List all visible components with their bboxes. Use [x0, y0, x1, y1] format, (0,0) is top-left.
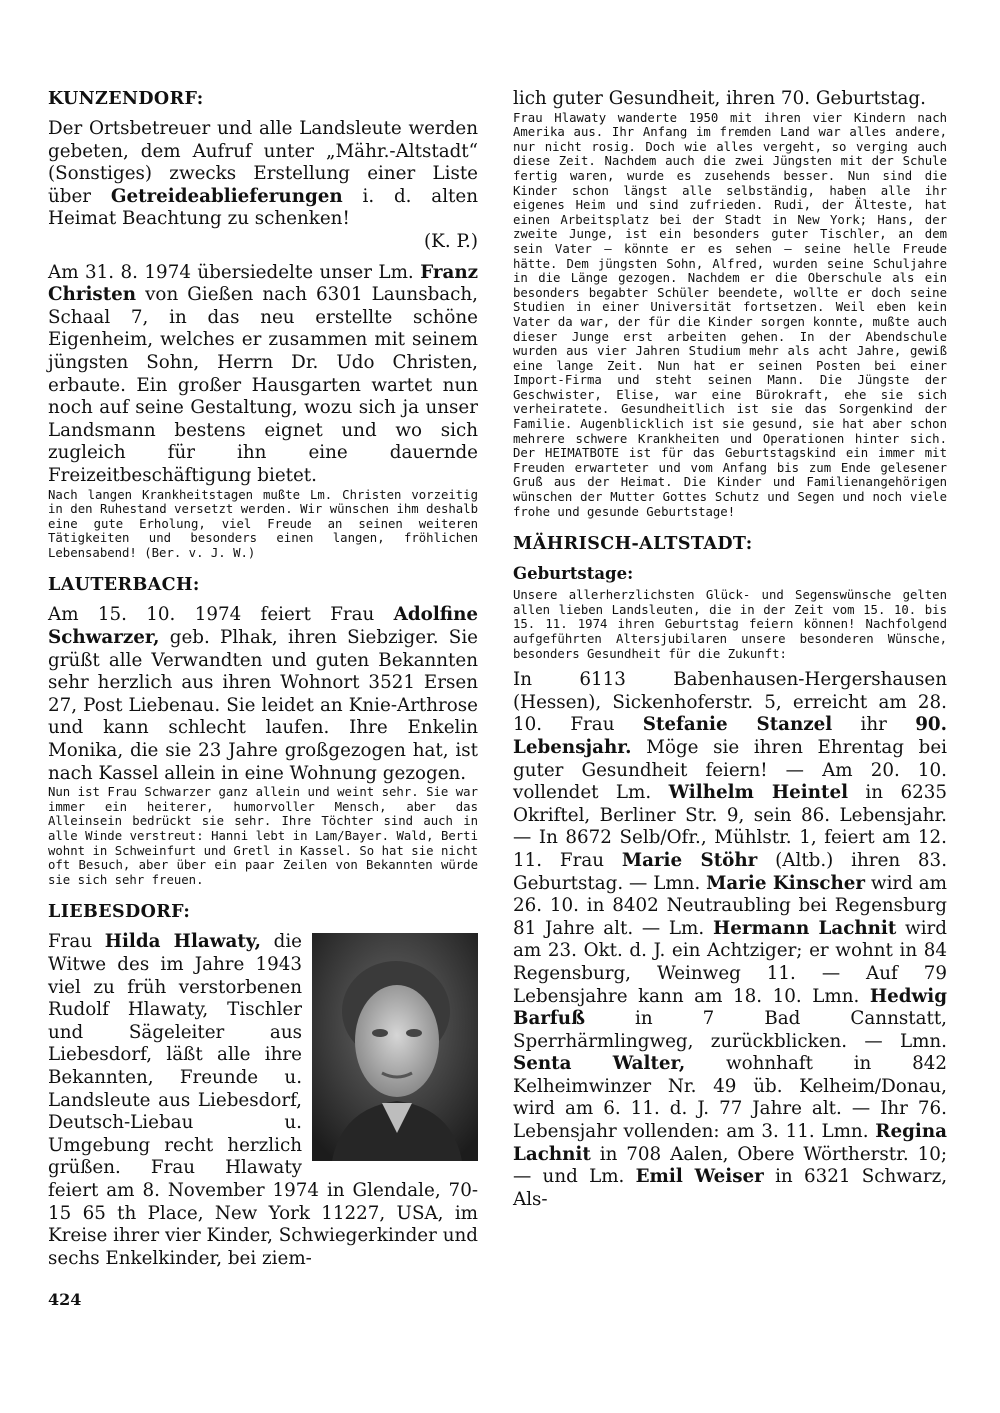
geburtstage-intro: Unsere allerherzlichsten Glück- und Segenswünsche gelten allen lieben Landsleuten, die in der Zeit vom 15. 10. bis 15. 11. 1974 ihren Geburtstag feiern können! Nachfolgend aufgeführten Altersjubilaren unsere besonderen Wünsche, besonders Gesundheit für die Zukunft: [513, 588, 947, 661]
kunzendorf-heading: KUNZENDORF: [48, 89, 204, 109]
lauterbach-paragraph: Am 15. 10. 1974 feiert Frau Adolfine Schwarzer, geb. Plhak, ihren Siebziger. Sie grüßt alle Verwandten und guten Bekannten sehr herzlich aus ihren Wohnort 3521 Ersen 27, Post Liebenau. Sie leidet an Knie-Arthrose und kann schlecht laufen. Ihre Enkelin Monika, die sie 23 Jahre großgezogen hat, ist nach Kassel allein in eine Wohnung gezogen. [48, 604, 478, 784]
hlawaty-small-paragraph: Frau Hlawaty wanderte 1950 mit ihren vier Kindern nach Amerika aus. Ihr Anfang im fremden Land war alles andere, nur nicht rosig. Doch wie alles vergeht, so verging auch diese Zeit. Nachdem auch die zwei Jüngsten mit der Schule fertig waren, wurde es zusehends besser. Nun sind die Kinder schon längst alle selbständig, haben alle ihr eigenes Heim und sind zufrieden. Rudi, der Älteste, hat einen Arbeitsplatz bei der Stadt in New York; Hans, der zweite Junge, ist ein besonders guter Tischler, an dem sein Vater – könnte er es sehen – seine helle Freude hätte. Dem jüngsten Sohn, Alfred, wurden seine Schuljahre in die Länge gezogen. Nachdem er die Oberschule als ein besonders begabter Schüler beendete, wollte er doch seine Studien in einer Universität fortsetzen. Weil eben kein Vater da war, der für die Kinder sorgen konnte, mußte auch dieser Junge erst arbeiten gehen. In der Abendschule wurden aus vier Jahren Studium mehr als acht Jahre, gewiß eine lange Zeit. Nun hat er seinen Posten bei einer Import-Firma und steht seinen Mann. Die Jüngste der Geschwister, Elise, war eine Bürokraft, ehe sie sich verheiratete. Gesundheitlich ist sie das Sorgenkind der Familie. Augenblicklich ist sie gesund, sie hat aber schon mehrere schwere Krankheiten und Operationen hinter sich. Der HEIMATBOTE ist für das Geburtstagskind ein immer mit Freuden erwarteter und vom Anfang bis zum Ende gelesener Gruß aus der Heimat. Die Kinder und Familienangehörigen wünschen der Mutter Gottes Schutz und Segen und noch viele frohe und gesunde Geburtstage! [513, 110, 947, 519]
kunzendorf-christen-paragraph: Am 31. 8. 1974 übersiedelte unser Lm. Franz Christen von Gießen nach 6301 Launsbach, Schaal 7, in das neu erstellte schöne Eigenheim, welches er zusammen mit seinem jüngsten Sohn, Herrn Dr. Udo Christen, erbaute. Ein großer Hausgarten wartet nun noch auf seine Gestaltung, wozu sich ja unser Landsmann bestens eignet und wo sich zugleich für ihn eine dauernde Freizeitbeschäftigung bietet. [48, 261, 478, 486]
lauterbach-small-paragraph: Nun ist Frau Schwarzer ganz allein und weint sehr. Sie war immer ein heiterer, humorvoller Mensch, aber das Alleinsein bedrückt sie sehr. Ihre Töchter sind auch in alle Winde verstreut: Hanni lebt in Lam/Bayer. Wald, Berti wohnt in Schweinfurt und Gretl in Kassel. So hat sie nicht oft Besuch, aber über ein paar Zeilen von Bekannten würde sie sich sehr freuen. [48, 785, 478, 887]
lauterbach-heading: LAUTERBACH: [48, 575, 200, 596]
hlawaty-continuation: lich guter Gesundheit, ihren 70. Geburtstag. [513, 88, 926, 109]
liebesdorf-heading: LIEBESDORF: [48, 902, 191, 923]
portrait-photo [312, 933, 478, 1161]
kunzendorf-signature: (K. P.) [424, 230, 478, 252]
maehrisch-altstadt-heading: MÄHRISCH-ALTSTADT: [513, 534, 753, 555]
kunzendorf-notice: Der Ortsbetreuer und alle Landsleute werden gebeten, dem Aufruf unter „Mähr.-Altstadt“ (Sonstiges) zwecks Erstellung einer Liste über Getreideablieferungen i. d. alten Heimat Beachtung zu schenken! (K. P.) [48, 118, 478, 252]
geburtstage-list: In 6113 Babenhausen-Hergershausen (Hessen), Sickenhoferstr. 5, erreicht am 28. 10. Frau Stefanie Stanzel ihr 90. Lebensjahr. Möge sie ihren Ehrentag bei guter Gesundheit feiern! — Am 20. 10. vollendet Lm. Wilhelm Heintel in 6235 Okriftel, Berliner Str. 9, sein 86. Lebensjahr. — In 8672 Selb/Ofr., Mühlstr. 1, feiert am 12. 11. Frau Marie Stöhr (Altb.) ihren 83. Geburtstag. — Lmn. Marie Kinscher wird am 26. 10. in 8402 Neutraubling bei Regensburg 81 Jahre alt. — Lm. Hermann Lachnit wird am 23. Okt. d. J. ein Achtziger; er wohnt in 84 Regensburg, Weinweg 11. — Auf 79 Lebensjahre kann am 18. 10. Lmn. Hedwig Barfuß in 7 Bad Cannstatt, Sperrhärmlingweg, zurückblicken. — Lmn. Senta Walter, wohnhaft in 842 Kelheimwinzer Nr. 49 üb. Kelheim/Donau, wird am 6. 11. d. J. 77 Jahre alt. — Ihr 76. Lebensjahr vollenden: am 3. 11. Lmn. Regina Lachnit in 708 Aalen, Obere Wörtherstr. 10; — und Lm. Emil Weiser in 6321 Schwarz, Als- [513, 669, 948, 1210]
liebesdorf-paragraph: Frau Hilda Hlawaty, die Witwe des im Jahre 1943 viel zu früh verstorbenen Rudolf Hlawaty, Tischler und Sägeleiter aus Liebesdorf, läßt alle ihre Bekannten, Freunde u. Landsleute aus Liebesdorf, Deutsch-Liebau u. Umgebung recht herzlich grüßen. Frau Hlawaty feiert am 8. November 1974 in Glendale, 70-15 65 th Place, New York 11227, USA, im Kreise ihrer vier Kinder, Schwiegerkinder und sechs Enkelkinder, bei ziem- [48, 931, 478, 1269]
left-column [48, 88, 478, 1270]
geburtstage-subheading: Geburtstage: [513, 564, 634, 584]
kunzendorf-small-paragraph: Nach langen Krankheitstagen mußte Lm. Christen vorzeitig in den Ruhestand versetzt werden. Wir wünschen ihm deshalb eine gute Erholung, viel Freude an seinen weiteren Tätigkeiten und besonders einen langen, fröhlichen Lebensabend! (Ber. v. J. W.) [48, 487, 478, 560]
page-number: 424 [48, 1290, 82, 1309]
right-column [513, 88, 947, 1211]
